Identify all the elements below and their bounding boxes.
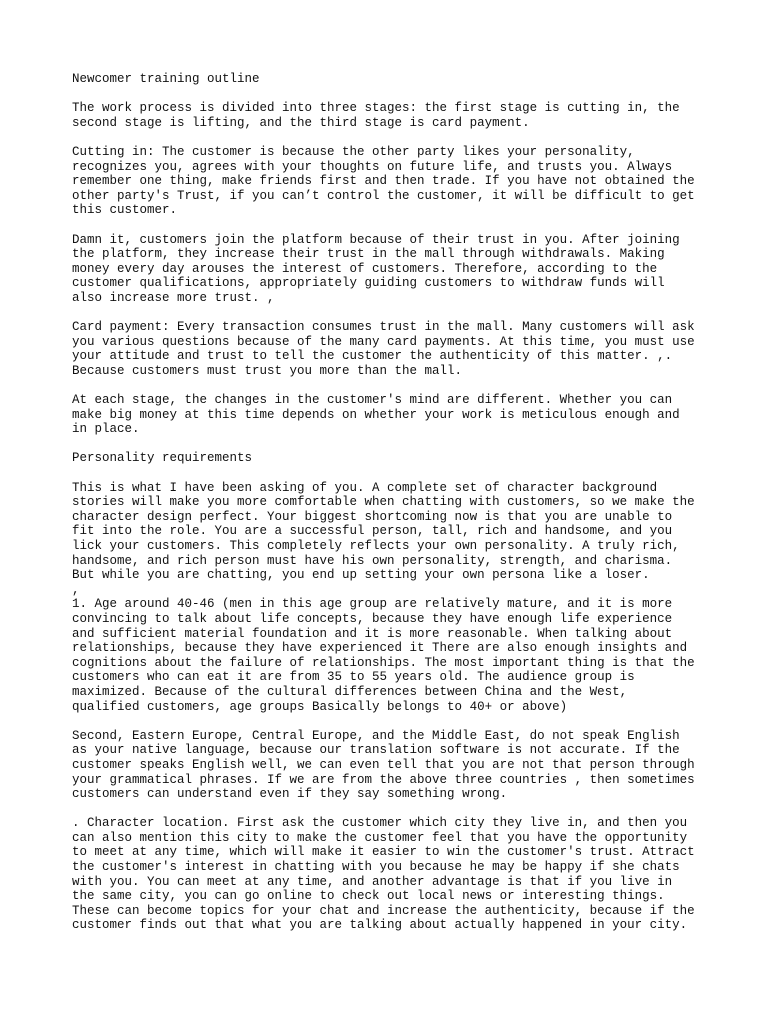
document-title: Newcomer training outline <box>72 72 260 86</box>
paragraph-platform-trust: Damn it, customers join the platform because of their trust in you. After joining the platform, they increase their trust in the mall through withdrawals. Making money every day arouses the interest of customers. Therefore, according to the customer qualifications, appropriately guiding customers to withdraw funds will also increase more trust. , <box>72 232 680 305</box>
paragraph-character-location: . Character location. First ask the customer which city they live in, and then you can also mention this city to make the customer feel that you have the opportunity to meet at any time, which will make it easier to win the customer's trust. Attract the customer's interest in chatting with you because he may be happy if she chats with you. You can meet at any time, and another advantage is that if you live in the same city, you can go online to check out local news or interesting things. These can become topics for your chat and increase the authenticity, because if the customer finds out that what you are talking about actually happened in your city. <box>72 816 695 933</box>
section-heading-personality: Personality requirements <box>72 451 253 466</box>
paragraph-work-process: The work process is divided into three stages: the first stage is cutting in, the second stage is lifting, and the third stage is card payment. <box>72 101 680 130</box>
paragraph-card-payment: Card payment: Every transaction consumes trust in the mall. Many customers will ask you various questions because of the many card payments. At this time, you must use your attitude and trust to tell the customer the authenticity of this matter. ,. Because customers must trust you more than the mall. <box>72 320 695 378</box>
paragraph-cutting-in: Cutting in: The customer is because the other party likes your personality, recognizes you, agrees with your thoughts on future life, and trusts you. Always remember one thing, make friends first and then trade. If you have not obtained the other party's Trust, if you can’t control the customer, it will be difficult to get this customer. <box>72 144 695 218</box>
paragraph-each-stage: At each stage, the changes in the customer's mind are different. Whether you can make big money at this time depends on whether your work is meticulous enough and in place. <box>72 393 680 437</box>
paragraph-age-requirement: 1. Age around 40-46 (men in this age group are relatively mature, and it is more convincing to talk about life concepts, because they have enough life experience and sufficient material foundation and it is more reasonable. When talking about relationships, because they have experienced it There are also enough insights and cognitions about the failure of relationships. The most important thing is that the customers who can eat it are from 35 to 55 years old. The audience group is maximized. Because of the cultural differences between China and the West, qualified customers, age groups Basically belongs to 40+ or above) <box>72 597 695 714</box>
paragraph-region-requirement: Second, Eastern Europe, Central Europe, and the Middle East, do not speak English as your native language, because our translation software is not accurate. If the customer speaks English well, we can even tell that you are not that person through your grammatical phrases. If we are from the above three countries , then sometimes customers can understand even if they say something wrong. <box>72 728 695 802</box>
document-body <box>72 72 702 948</box>
paragraph-personality-intro: This is what I have been asking of you. A complete set of character background stories will make you more comfortable when chatting with customers, so we make the character design perfect. Your biggest shortcoming now is that you are unable to fit into the role. You are a successful person, tall, rich and handsome, and you lick your customers. This completely reflects your own personality. A truly rich, handsome, and rich person must have his own personality, strength, and charisma. But while you are chatting, you end up setting your own persona like a loser. , <box>72 480 695 597</box>
